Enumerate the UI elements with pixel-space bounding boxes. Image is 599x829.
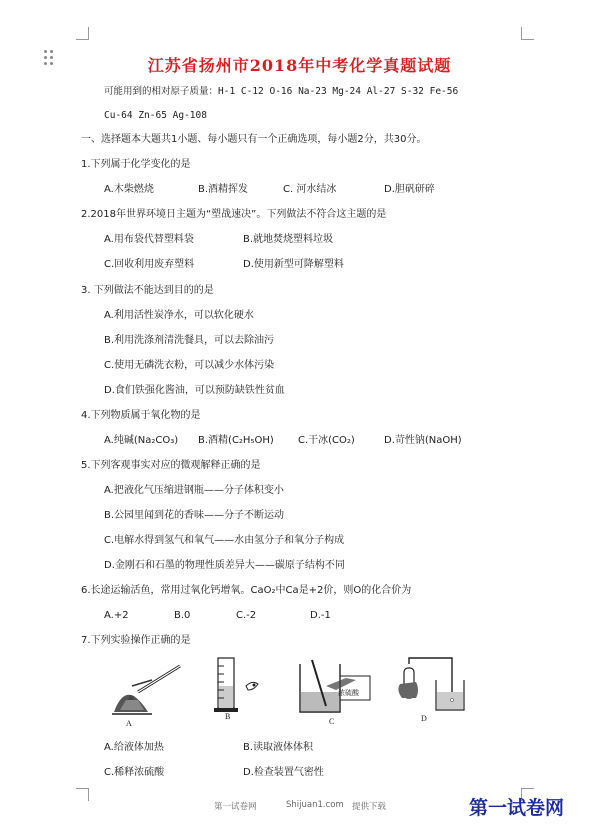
option-text: B.利用洗涤剂清洗餐具，可以去除油污 (104, 335, 275, 346)
option-text: C.使用无磷洗衣粉，可以减少水体污染 (104, 360, 275, 371)
option-text: B.就地焚烧塑料垃圾 (243, 234, 334, 245)
option-text: C.干冰(CO₂) (298, 435, 355, 446)
option-text: D.苛性钠(NaOH) (384, 435, 462, 446)
option-text: A.利用活性炭净水，可以软化硬水 (104, 310, 254, 321)
option-text: A.用布袋代替塑料袋 (104, 234, 194, 245)
option-text: C.稀释浓硫酸 (104, 767, 165, 778)
option-text: B.0 (174, 610, 191, 621)
option-text: B.酒精挥发 (198, 184, 249, 195)
page-title: 江苏省扬州市2018年中考化学真题试题 (147, 56, 452, 75)
question-stem: 3. 下列做法不能达到目的的是 (81, 285, 214, 296)
crop-mark-top-right (521, 27, 534, 40)
footer-site: 第一试卷网 (214, 802, 257, 812)
option-text: D.胆矾研碎 (384, 184, 435, 195)
footer-action: 提供下载 (352, 802, 387, 812)
section-heading: 一、选择题本大题共1小题、每小题只有一个正确选项，每小题2分，共30分。 (81, 134, 427, 145)
option-text: C.电解水得到氢气和氧气——水由氢分子和氧分子构成 (104, 535, 345, 546)
option-text: A.木柴燃烧 (104, 184, 154, 195)
question-stem: 2.2018年世界环境日主题为“塑战速决”。下列做法不符合这主题的是 (81, 209, 387, 220)
figure-text-acid: 浓硫酸 (338, 689, 359, 697)
option-text: D.金刚石和石墨的物理性质差异大——碳原子结构不同 (104, 560, 345, 571)
figure-label-a: A (126, 719, 132, 728)
figure-reading-cylinder (210, 656, 268, 714)
option-text: B.酒精(C₂H₅OH) (198, 435, 274, 446)
figure-diluting-acid (296, 656, 378, 716)
option-text: A.+2 (104, 610, 129, 621)
figure-label-c: C (329, 717, 335, 726)
figure-label-b: B (225, 712, 231, 721)
question-stem: 7.下列实验操作正确的是 (81, 635, 191, 646)
atomic-mass-line-2: Cu-64 Zn-65 Ag-108 (104, 110, 207, 121)
option-text: A.纯碱(Na₂CO₃) (104, 435, 179, 446)
option-text: C.回收利用废弃塑料 (104, 259, 195, 270)
question-stem: 6.长途运输活鱼，常用过氧化钙增氧。CaO₂中Ca是+2价，则O的化合价为 (81, 585, 412, 596)
option-text: C. 河水结冰 (283, 184, 337, 195)
option-text: D.食们铁强化酱油，可以预防缺铁性贫血 (104, 385, 285, 396)
crop-mark-top-left (76, 27, 89, 40)
option-text: B.读取液体体积 (243, 742, 314, 753)
question-stem: 5.下列客观事实对应的微观解释正确的是 (81, 460, 261, 471)
atomic-mass-line-1: 可能用到的相对原子质量：H-1 C-12 O-16 Na-23 Mg-24 Al-27 S-32 Fe-56 (104, 86, 459, 97)
option-text: D.-1 (310, 610, 331, 621)
option-text: C.-2 (236, 610, 257, 621)
figure-airtightness-check (392, 654, 468, 712)
option-text: D.检查装置气密性 (243, 767, 324, 778)
figure-heating-liquid (108, 660, 182, 718)
option-text: A.把液化气压缩进钢瓶——分子体积变小 (104, 485, 284, 496)
figure-label-d: D (421, 714, 427, 723)
option-text: A.给液体加热 (104, 742, 164, 753)
option-text: D.使用新型可降解塑料 (243, 259, 344, 270)
question-stem: 4.下列物质属于氧化物的是 (81, 410, 201, 421)
brand-watermark: 第一试卷网 (469, 797, 565, 819)
option-text: B.公园里闻到花的香味——分子不断运动 (104, 510, 285, 521)
question-stem: 1.下列属于化学变化的是 (81, 159, 191, 170)
crop-mark-bottom-left (76, 788, 89, 801)
footer-domain[interactable]: Shijuan1.com (286, 800, 344, 810)
